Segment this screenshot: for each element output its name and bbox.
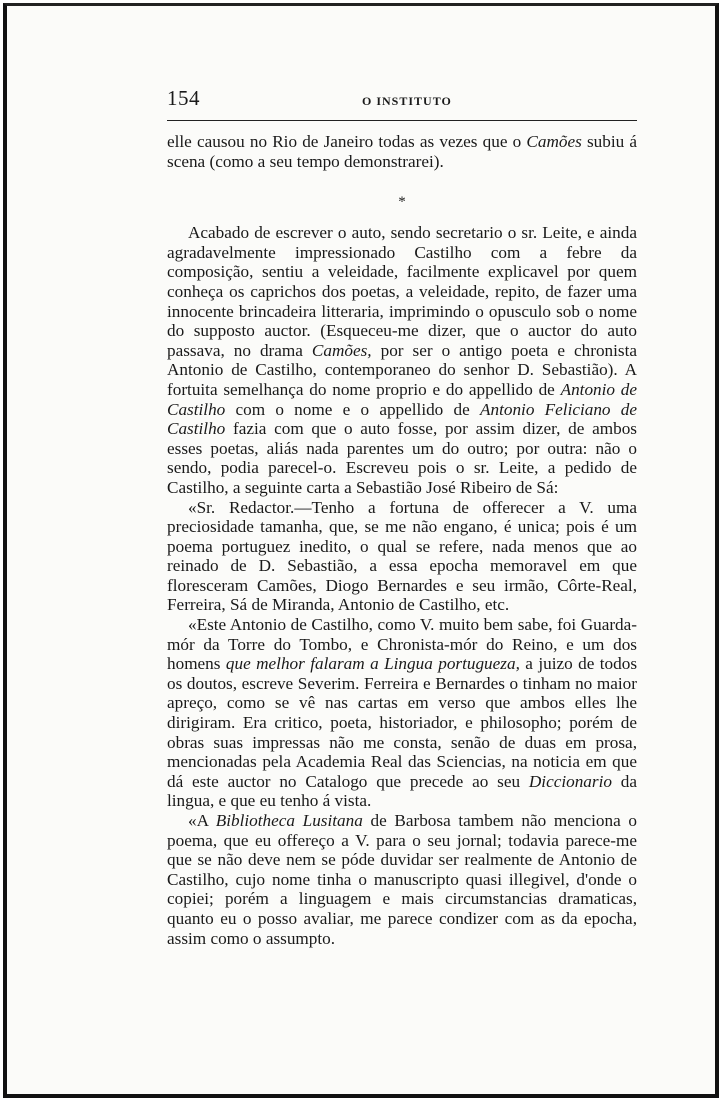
paragraph-letter-castilho	[167, 615, 637, 811]
page-number: 154	[167, 86, 200, 110]
book-page	[3, 3, 719, 1098]
italic-name: Antonio Feliciano de Castilho	[167, 399, 637, 439]
text-run: Acabado de escrever o auto, sendo secretario o sr. Leite, e ainda agradavelmente impressionado Castilho com a febre da composição, sentiu a veleidade, facilmente explicavel por quem conheça os caprichos dos poetas, a veleidade, repito, de fazer uma innocente brincadeira litteraria, imprimindo o opusculo sob o nome do supposto auctor. (Esqueceu-me dizer, que o auctor do auto passava, no drama	[167, 223, 637, 360]
paragraph-auto	[167, 223, 637, 497]
paragraph-letter-bibliotheca	[167, 811, 637, 948]
text-run: por ser o antigo poeta e chronista Antonio de Castilho, contemporaneo do senhor D. Sebastião). A fortuita semelhança do nome proprio e do appellido de	[167, 340, 637, 399]
paragraph-continuation	[167, 132, 637, 171]
paragraph-letter-opening: «Sr. Redactor.—Tenho a fortuna de offerecer a V. uma preciosidade tamanha, que, se me não engano, é unica; pois é um poema portuguez inedito, o qual se refere, nada menos que ao reinado de D. Sebastião, a essa epocha memoravel em que floresceram Camões, Diogo Bernardes e seu irmão, Côrte-Real, Ferreira, Sá de Miranda, Antonio de Castilho, etc.	[167, 497, 637, 615]
text-run: subiu á scena (como a seu tempo demonstrarei).	[167, 132, 638, 171]
text-run: elle causou no Rio de Janeiro todas as vezes que o	[167, 132, 527, 151]
page-body	[167, 132, 637, 948]
italic-title: Camões	[526, 132, 582, 151]
section-separator: *	[398, 194, 406, 211]
text-run: de Barbosa tambem não menciona o poema, que eu offereço a V. para o seu jornal; todavia parece-me que se não deve nem se póde duvidar ser realmente de Antonio de Castilho, cujo nome tinha o manuscripto quasi illegivel, d'onde o copiei; porém a linguagem e mais circumstancias dramaticas, quanto eu o posso avaliar, me parece condizer com as da epocha, assim como o assumpto.	[167, 811, 637, 948]
italic-title: Bibliotheca Lusitana	[215, 811, 363, 830]
text-run: da lingua, e que eu tenho á vista.	[167, 771, 637, 811]
italic-title: Camões,	[311, 340, 372, 360]
text-run: a juizo de todos os doutos, escreve Severim. Ferreira e Bernardes o tinham no maior apreço, como se vê nas cartas em verso que ambos elles lhe dirigiram. Era critico, poeta, historiador, e philosopho; porém de obras suas impressas não me consta, senão de duas em prosa, mencionadas pela Academia Real das Sciencias, na noticia em que dá este auctor no Catalogo que precede ao seu	[167, 654, 638, 791]
text-run: «Este Antonio de Castilho, como V. muito bem sabe, foi Guarda-mór da Torre do Tombo, e Chronista-mór do Reino, e um dos homens	[167, 615, 637, 674]
running-title: O INSTITUTO	[362, 94, 452, 108]
text-run: com o nome e o appellido de	[225, 399, 480, 419]
text-run: fazia com que o auto fosse, por assim dizer, de ambos esses poetas, aliás nada parentes um do outro; por outra: não o sendo, podia parecel-o. Escreveu pois o sr. Leite, a pedido de Castilho, a seguinte carta a Sebastião José Ribeiro de Sá:	[167, 419, 637, 497]
page-header	[167, 86, 637, 121]
italic-quote: que melhor falaram a Lingua portugueza,	[225, 654, 520, 674]
italic-name: Antonio de Castilho	[167, 379, 637, 419]
italic-title: Diccionario	[528, 771, 612, 791]
text-run: «A	[188, 811, 216, 830]
